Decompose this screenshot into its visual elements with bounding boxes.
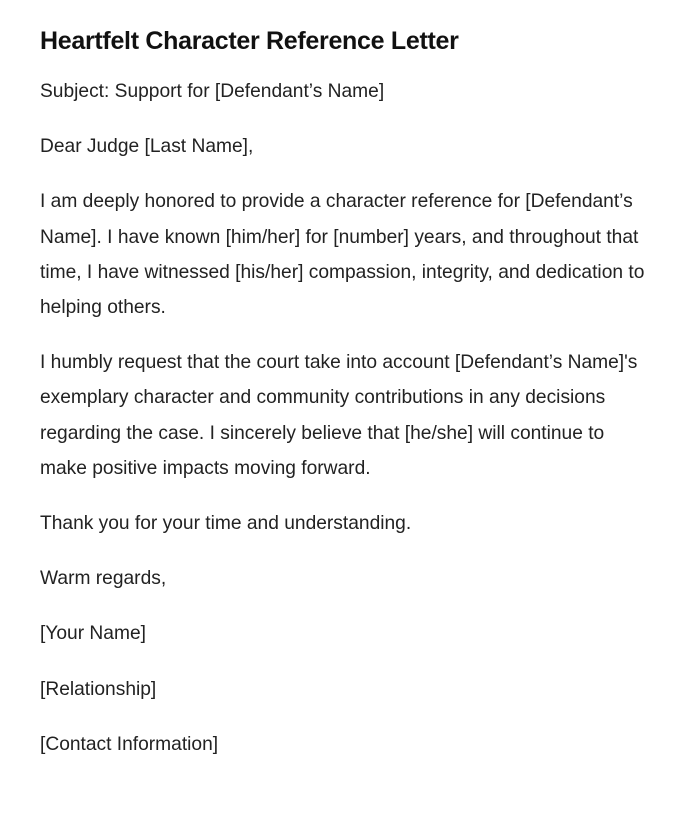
signature-relationship: [Relationship] <box>40 678 157 700</box>
body-paragraph-1: I am deeply honored to provide a character reference for [Defendant’s Name]. I have known [him/her] for [number] years, and throughout that time, I have witnessed [his/her] compassion, integrity, and dedication to helping others. <box>40 191 645 319</box>
signature-contact: [Contact Information] <box>40 733 219 755</box>
signature-name: [Your Name] <box>40 623 146 645</box>
thanks-line: Thank you for your time and understanding. <box>40 513 412 535</box>
closing-line: Warm regards, <box>40 568 167 590</box>
subject-line: Subject: Support for [Defendant’s Name] <box>40 81 385 102</box>
salutation: Dear Judge [Last Name], <box>40 136 254 158</box>
document-title: Heartfelt Character Reference Letter <box>40 27 459 55</box>
body-paragraph-2: I humbly request that the court take into account [Defendant’s Name]'s exemplary character and community contributions in any decisions regarding the case. I sincerely believe that [he/she] will continue to make positive impacts moving forward. <box>40 352 638 479</box>
